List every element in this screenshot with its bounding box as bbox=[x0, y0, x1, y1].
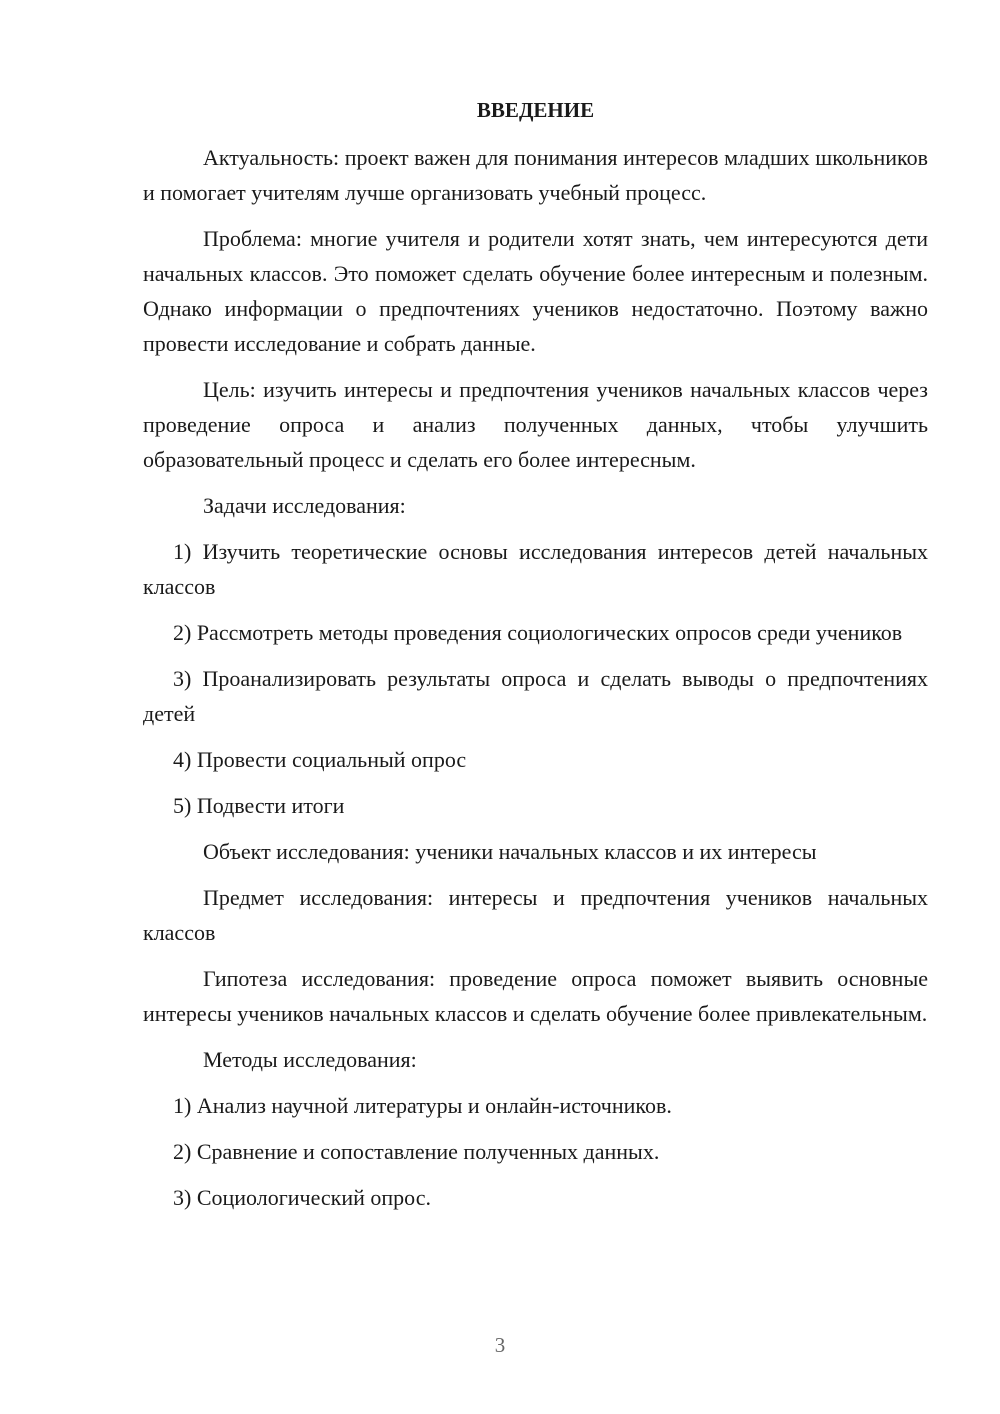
method-item-2: 2) Сравнение и сопоставление полученных данных. bbox=[173, 1139, 660, 1164]
tasks-heading: Задачи исследования: bbox=[203, 493, 406, 518]
methods-heading: Методы исследования: bbox=[203, 1047, 417, 1072]
page-number: 3 bbox=[494, 1333, 506, 1357]
task-item-1: 1) Изучить теоретические основы исследования интересов детей начальных классов bbox=[143, 539, 928, 599]
subject-paragraph: Предмет исследования: интересы и предпочтения учеников начальных классов bbox=[143, 885, 928, 945]
task-item-5: 5) Подвести итоги bbox=[173, 793, 345, 818]
document-title: ВВЕДЕНИЕ bbox=[476, 98, 595, 122]
task-item-3: 3) Проанализировать результаты опроса и сделать выводы о предпочтениях детей bbox=[143, 666, 928, 726]
problem-paragraph: Проблема: многие учителя и родители хотят знать, чем интересуются дети начальных классов. Это поможет сделать обучение более интересным и полезным. Однако информации о предпочтениях учеников недостаточно. Поэтому важно провести исследование и собрать данные. bbox=[143, 226, 928, 356]
hypothesis-paragraph: Гипотеза исследования: проведение опроса поможет выявить основные интересы учеников начальных классов и сделать обучение более привлекательным. bbox=[143, 966, 928, 1026]
object-paragraph: Объект исследования: ученики начальных классов и их интересы bbox=[203, 839, 817, 864]
method-item-3: 3) Социологический опрос. bbox=[173, 1185, 431, 1210]
method-item-1: 1) Анализ научной литературы и онлайн-источников. bbox=[173, 1093, 672, 1118]
relevance-paragraph: Актуальность: проект важен для понимания интересов младших школьников и помогает учителям лучше организовать учебный процесс. bbox=[143, 145, 928, 205]
goal-paragraph: Цель: изучить интересы и предпочтения учеников начальных классов через проведение опроса и анализ полученных данных, чтобы улучшить образовательный процесс и сделать его более интересным. bbox=[143, 377, 928, 472]
task-item-2: 2) Рассмотреть методы проведения социологических опросов среди учеников bbox=[173, 620, 903, 645]
document-page bbox=[143, 93, 928, 1226]
task-item-4: 4) Провести социальный опрос bbox=[173, 747, 467, 772]
